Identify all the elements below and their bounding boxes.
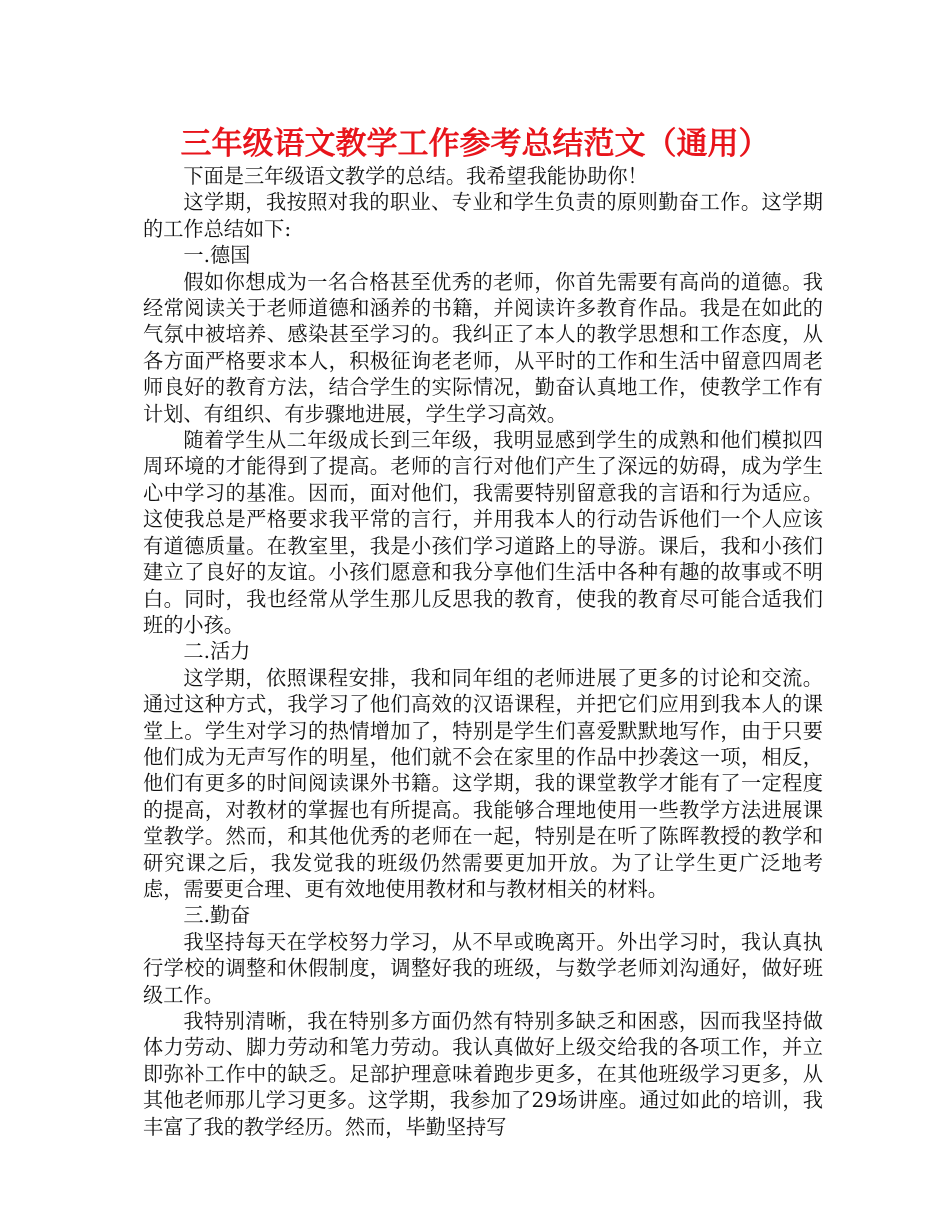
body-paragraph: 假如你想成为一名合格甚至优秀的老师，你首先需要有高尚的道德。我经常阅读关于老师道德和涵养的书籍，并阅读许多教育作品。我是在如此的气氛中被培养、感染甚至学习的。我纠正了本人的教学思想和工作态度，从各方面严格要求本人，积极征询老老师，从平时的工作和生活中留意四周老师良好的教育方法，结合学生的实际情况，勤奋认真地工作，使教学工作有计划、有组织、有步骤地进展，学生学习高效。 xyxy=(143,269,823,426)
body-paragraph: 随着学生从二年级成长到三年级，我明显感到学生的成熟和他们模拟四周环境的才能得到了提高。老师的言行对他们产生了深远的妨碍，成为学生心中学习的基准。因而，面对他们，我需要特别留意我的言语和行为适应。这使我总是严格要求我平常的言行，并用我本人的行动告诉他们一个人应该有道德质量。在教室里，我是小孩们学习道路上的导游。课后，我和小孩们建立了良好的友谊。小孩们愿意和我分享他们生活中各种有趣的故事或不明白。同时，我也经常从学生那儿反思我的教育，使我的教育尽可能合适我们班的小孩。 xyxy=(143,428,823,637)
body-paragraph: 我特别清晰，我在特别多方面仍然有特别多缺乏和困惑，因而我坚持做体力劳动、脚力劳动和笔力劳动。我认真做好上级交给我的各项工作，并立即弥补工作中的缺乏。足部护理意味着跑步更多，在其他班级学习更多，从其他老师那儿学习更多。这学期，我参加了29场讲座。通过如此的培训，我丰富了我的教学经历。然而，毕勤坚持写 xyxy=(143,1009,823,1139)
body-paragraph: 我坚持每天在学校努力学习，从不早或晚离开。外出学习时，我认真执行学校的调整和休假制度，调整好我的班级，与数学老师刘沟通好，做好班级工作。 xyxy=(143,929,823,1007)
intro-paragraph: 下面是三年级语文教学的总结。我希望我能协助你！ xyxy=(183,164,648,188)
section-heading-3: 三.勤奋 xyxy=(183,903,251,928)
body-paragraph: 这学期，依照课程安排，我和同年组的老师进展了更多的讨论和交流。通过这种方式，我学习了他们高效的汉语课程，并把它们应用到我本人的课堂上。学生对学习的热情增加了，特别是学生们喜爱默默地写作，由于只要他们成为无声写作的明星，他们就不会在家里的作品中抄袭这一项，相反，他们有更多的时间阅读课外书籍。这学期，我的课堂教学才能有了一定程度的提高，对教材的掌握也有所提高。我能够合理地使用一些教学方法进展课堂教学。然而，和其他优秀的老师在一起，特别是在听了陈晖教授的教学和研究课之后，我发觉我的班级仍然需要更加开放。为了让学生更广泛地考虑，需要更合理、更有效地使用教材和与教材相关的材料。 xyxy=(143,665,823,901)
overview-paragraph: 这学期，我按照对我的职业、专业和学生负责的原则勤奋工作。这学期的工作总结如下: xyxy=(143,190,823,241)
section-heading-1: 一.德国 xyxy=(183,243,251,268)
document-body xyxy=(143,163,823,1140)
section-heading-2: 二.活力 xyxy=(183,639,251,664)
document-title: 三年级语文教学工作参考总结范文（通用） xyxy=(180,126,770,162)
